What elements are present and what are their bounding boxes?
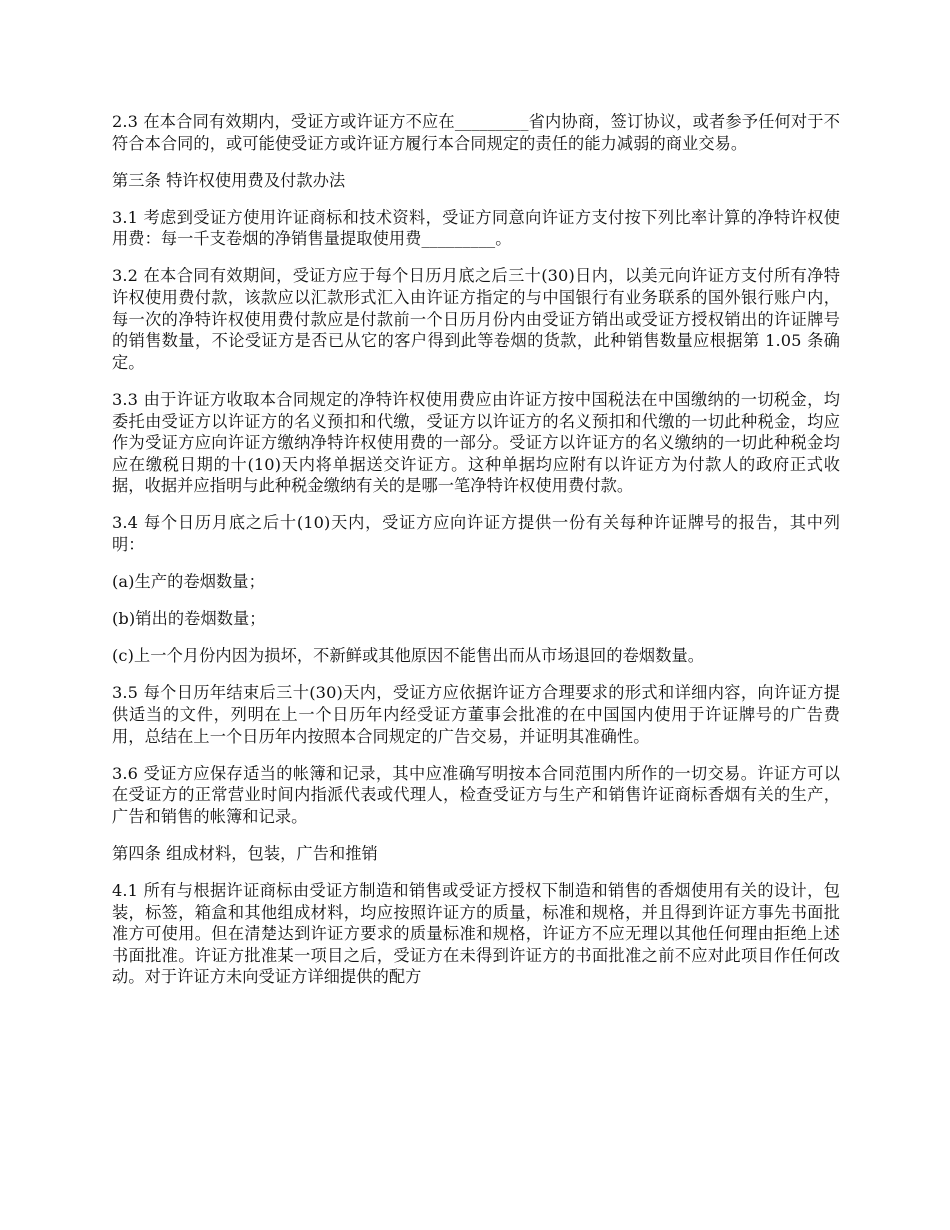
clause-3-3: 3.3 由于许证方收取本合同规定的净特许权使用费应由许证方按中国税法在中国缴纳的一切税金，均委托由受证方以许证方的名义预扣和代缴，受证方以许证方的名义预扣和代缴的一切此种税金，均应作为受证方应向许证方缴纳净特许权使用费的一部分。受证方以许证方的名义缴纳的一切此种税金均应在缴税日期的十(10)天内将单据送交许证方。这种单据均应附有以许证方为付款人的政府正式收据，收据并应指明与此种税金缴纳有关的是哪一笔净特许权使用费付款。 bbox=[112, 389, 840, 496]
clause-2-3: 2.3 在本合同有效期内，受证方或许证方不应在_________省内协商，签订协议，或者参予任何对于不符合本合同的，或可能使受证方或许证方履行本合同规定的责任的能力减弱的商业交易。 bbox=[112, 112, 840, 153]
clause-3-4-item-c: (c)上一个月份内因为损坏，不新鲜或其他原因不能售出而从市场退回的卷烟数量。 bbox=[112, 646, 705, 666]
clause-3-4: 3.4 每个日历月底之后十(10)天内，受证方应向许证方提供一份有关每种许证牌号的报告，其中列明： bbox=[112, 513, 840, 554]
clause-3-2: 3.2 在本合同有效期间，受证方应于每个日历月底之后三十(30)日内，以美元向许证方支付所有净特许权使用费付款，该款应以汇款形式汇入由许证方指定的与中国银行有业务联系的国外银行账户内，每一次的净特许权使用费付款应是付款前一个日历月份内由受证方销出或受证方授权销出的许证牌号的销售数量，不论受证方是否已从它的客户得到此等卷烟的货款，此种销售数量应根据第 1.05 条确定。 bbox=[112, 266, 840, 372]
clause-3-1: 3.1 考虑到受证方使用许证商标和技术资料，受证方同意向许证方支付按下列比率计算的净特许权使用费：每一千支卷烟的净销售量提取使用费_________。 bbox=[112, 207, 840, 249]
document-page bbox=[112, 111, 840, 1004]
article-4-heading: 第四条 组成材料，包装，广告和推销 bbox=[112, 843, 378, 863]
article-3-heading: 第三条 特许权使用费及付款办法 bbox=[112, 170, 346, 190]
clause-3-6: 3.6 受证方应保存适当的帐簿和记录，其中应准确写明按本合同范围内所作的一切交易。许证方可以在受证方的正常营业时间内指派代表或代理人，检查受证方与生产和销售许证商标香烟有关的生产，广告和销售的帐簿和记录。 bbox=[112, 763, 840, 826]
clause-3-4-item-a: (a)生产的卷烟数量； bbox=[112, 572, 265, 592]
clause-3-4-item-b: (b)销出的卷烟数量； bbox=[112, 609, 266, 629]
clause-4-1: 4.1 所有与根据许证商标由受证方制造和销售或受证方授权下制造和销售的香烟使用有关的设计，包装，标签，箱盒和其他组成材料，均应按照许证方的质量，标准和规格，并且得到许证方事先书面批准方可使用。但在清楚达到许证方要求的质量标准和规格，许证方不应无理以其他任何理由拒绝上述书面批准。许证方批准某一项目之后，受证方在未得到许证方的书面批准之前不应对此项目作任何改动。对于许证方未向受证方详细提供的配方 bbox=[112, 881, 840, 987]
clause-3-5: 3.5 每个日历年结束后三十(30)天内，受证方应依据许证方合理要求的形式和详细内容，向许证方提供适当的文件，列明在上一个日历年内经受证方董事会批准的在中国国内使用于许证牌号的广告费用，总结在上一个日历年内按照本合同规定的广告交易，并证明其准确性。 bbox=[112, 683, 840, 746]
